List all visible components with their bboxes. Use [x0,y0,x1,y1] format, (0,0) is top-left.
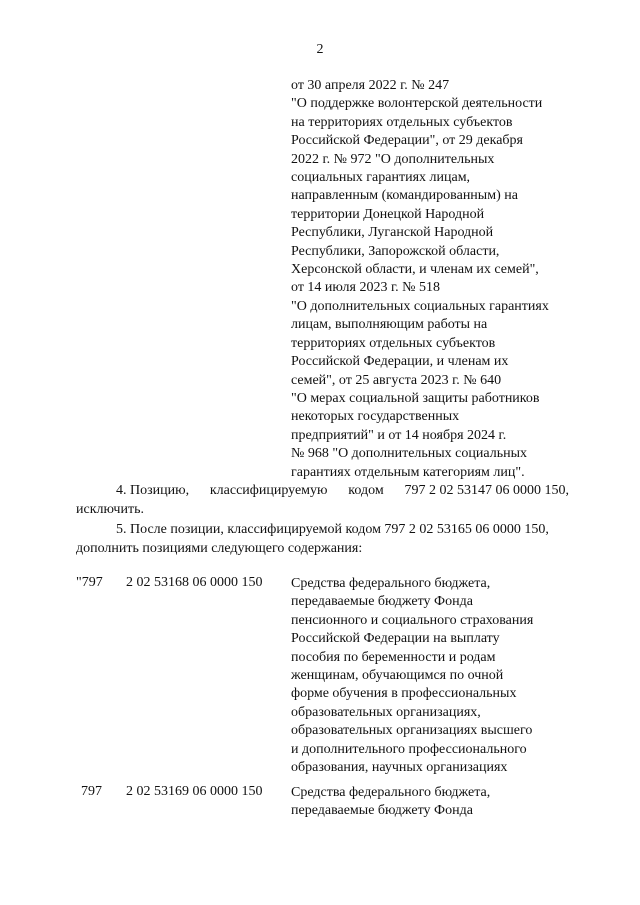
text-line: форме обучения в профессиональных [291,686,517,702]
text-line: "О поддержке волонтерской деятельности [291,96,543,112]
continuation-block [291,77,591,482]
paragraph-5-first-line: 5. После позиции, классифицируемой кодом 797 2 02 53165 06 0000 150, [116,522,549,537]
budget-code: 2 02 53169 06 0000 150 [126,784,263,799]
text-line: пенсионного и социального страхования [291,612,534,628]
paragraph-4-first-line [76,482,569,501]
text-line: № 968 "О дополнительных социальных [291,446,527,462]
entry-description [291,784,591,821]
text-line: направленным (командированным) на [291,188,518,204]
text-line: Российской Федерации на выплату [291,631,500,647]
text-line: территориях отдельных субъектов [291,335,496,351]
text-line: от 30 апреля 2022 г. № 247 [291,78,450,93]
text-line: передаваемые бюджету Фонда [291,803,473,819]
entry-description [291,575,591,777]
paragraph-4 [76,482,569,519]
text-line: и дополнительного профессионального [291,741,527,757]
text-line: образовательных организациях, [291,704,481,720]
text-line: семей", от 25 августа 2023 г. № 640 [291,372,502,388]
paragraph-4-second-line: исключить. [76,501,144,517]
admin-code: 797 [81,784,102,799]
text-line: Республики, Запорожской области, [291,243,500,259]
text-line: Российской Федерации", от 29 декабря [291,133,523,149]
text-line: передаваемые бюджету Фонда [291,594,473,610]
text-line: образования, научных организациях [291,760,508,776]
word: классифицируемую [209,483,328,498]
text-line: женщинам, обучающимся по очной [291,668,504,684]
text-line: лицам, выполняющим работы на [291,317,488,333]
word: 4. Позицию, [116,483,190,498]
text-line: от 14 июля 2023 г. № 518 [291,280,440,296]
paragraph-5 [76,521,569,558]
text-line: гарантиях отдельным категориям лиц". [291,464,525,480]
text-line: предприятий" и от 14 ноября 2024 г. [291,427,507,443]
text-line: образовательных организациях высшего [291,723,533,739]
paragraph-5-second-line: дополнить позициями следующего содержания: [76,540,363,556]
text-line: Республики, Луганской Народной [291,225,494,241]
text-line: Средства федерального бюджета, [291,576,491,591]
text-line: Средства федерального бюджета, [291,785,491,800]
text-line: 2022 г. № 972 "О дополнительных [291,151,495,167]
text-line: Херсонской области, и членам их семей", [291,262,539,278]
admin-code: "797 [76,575,103,590]
word: кодом [348,483,384,498]
text-line: пособия по беременности и родам [291,649,496,665]
text-line: территории Донецкой Народной [291,206,485,222]
word: 797 2 02 53147 06 0000 150, [404,483,569,498]
text-line: социальных гарантиях лицам, [291,170,471,186]
text-line: Российской Федерации, и членам их [291,354,509,370]
text-line: на территориях отдельных субъектов [291,114,513,130]
text-line: "О мерах социальной защиты работников [291,390,540,406]
budget-code: 2 02 53168 06 0000 150 [126,575,263,590]
text-line: некоторых государственных [291,409,460,425]
text-line: "О дополнительных социальных гарантиях [291,298,549,314]
page-number: 2 [316,42,324,57]
